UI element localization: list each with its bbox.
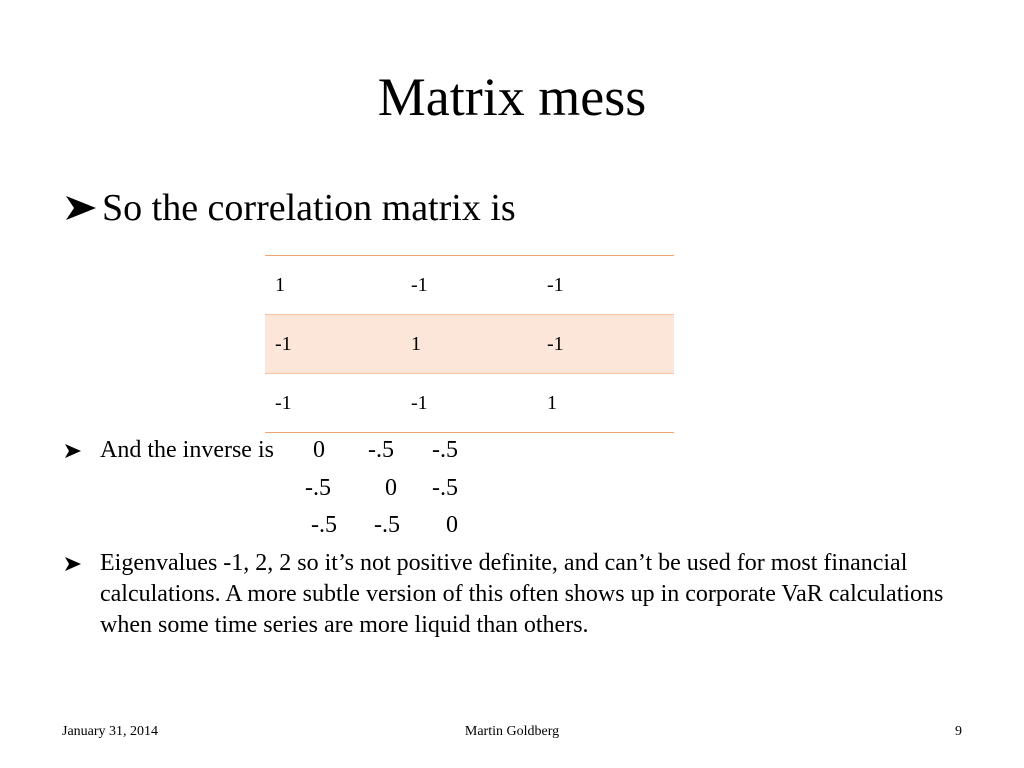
arrow-bullet-icon: [64, 193, 100, 223]
footer-author: Martin Goldberg: [464, 724, 560, 739]
matrix-row: [265, 256, 674, 315]
inverse-cell: 0: [446, 512, 458, 538]
matrix-cell: -1: [265, 315, 401, 374]
inverse-cell: 0: [385, 475, 397, 501]
matrix-cell: -1: [401, 256, 537, 315]
main-bullet: [64, 182, 516, 234]
matrix-cell: -1: [265, 374, 401, 433]
matrix-cell: -1: [401, 374, 537, 433]
inverse-cell: -.5: [432, 437, 458, 463]
matrix-cell: 1: [401, 315, 537, 374]
inverse-cell: -.5: [311, 512, 337, 538]
inverse-cell: -.5: [368, 437, 394, 463]
footer-date: January 31, 2014: [62, 724, 159, 739]
main-bullet-text: So the correlation matrix is: [102, 187, 516, 229]
arrow-bullet-icon: [64, 556, 82, 572]
matrix-cell: 1: [265, 256, 401, 315]
matrix-cell: 1: [537, 374, 674, 433]
matrix-cell: -1: [537, 315, 674, 374]
inverse-cell: -.5: [374, 512, 400, 538]
correlation-matrix-table: [265, 255, 674, 433]
arrow-bullet-icon: [64, 443, 82, 459]
inverse-cell: -.5: [432, 475, 458, 501]
slide-title: Matrix mess: [377, 67, 647, 127]
matrix-row: [265, 315, 674, 374]
inverse-cell: -.5: [305, 475, 331, 501]
eigenvalues-paragraph: Eigenvalues -1, 2, 2 so it’s not positive definite, and can’t be used for most financial calculations. A more subtle version of this often shows up in corporate VaR calculations when some time series are more liquid than others.: [100, 550, 944, 638]
inverse-cell: 0: [313, 437, 325, 463]
inverse-label: And the inverse is: [100, 437, 274, 463]
matrix-cell: -1: [537, 256, 674, 315]
footer-page-number: 9: [955, 724, 962, 739]
matrix-row: [265, 374, 674, 433]
